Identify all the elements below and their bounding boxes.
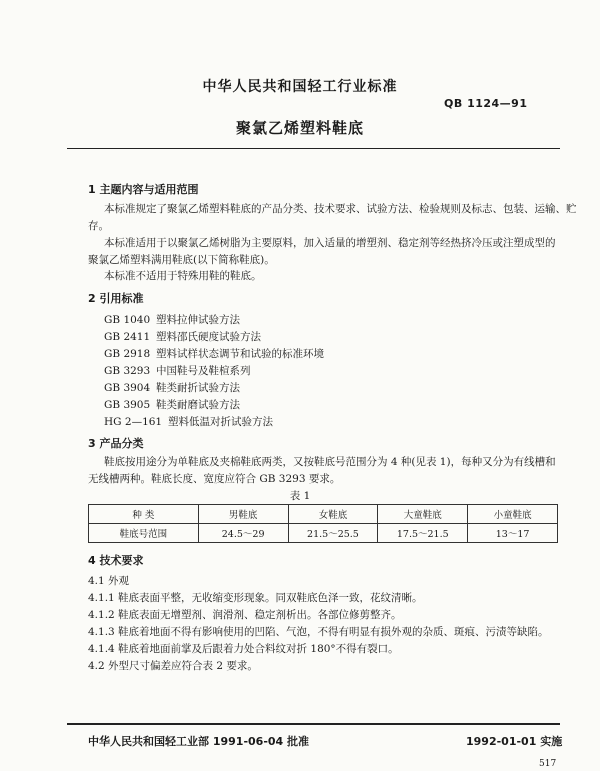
- reference-item: GB 1040 塑料拉伸试验方法: [104, 314, 240, 326]
- table-header-cell: 男鞋底: [198, 505, 288, 524]
- section-4-heading: 4 技术要求: [88, 554, 144, 567]
- clause-4-1: 4.1 外观: [88, 575, 130, 587]
- page-number: 517: [539, 759, 557, 769]
- section-3-para-cont: 无线槽两种。鞋底长度、宽度应符合 GB 3293 要求。: [88, 473, 341, 485]
- section-1-para-1: 本标准规定了聚氯乙烯塑料鞋底的产品分类、技术要求、试验方法、检验规则及标志、包装、运输、贮: [104, 203, 577, 215]
- section-3-para: 鞋底按用途分为单鞋底及夹棉鞋底两类，又按鞋底号范围分为 4 种(见表 1)，每种又分为有线槽和: [104, 456, 556, 468]
- clause-4-2: 4.2 外型尺寸偏差应符合表 2 要求。: [88, 660, 258, 672]
- footer-divider: [67, 723, 560, 725]
- reference-item: GB 2918 塑料试样状态调节和试验的标准环境: [104, 348, 324, 360]
- clause-4-1-1: 4.1.1 鞋底表面平整，无收缩变形现象。同双鞋底色泽一致，花纹清晰。: [88, 592, 423, 604]
- section-1-para-2-cont: 聚氯乙烯塑料满用鞋底(以下简称鞋底)。: [88, 254, 275, 266]
- section-2-heading: 2 引用标准: [88, 292, 144, 305]
- table-1-caption: 表 1: [289, 490, 311, 502]
- document-title: 聚氯乙烯塑料鞋底: [235, 119, 364, 137]
- table-header-cell: 大童鞋底: [378, 505, 468, 524]
- table-row: [89, 524, 558, 543]
- table-header-cell: 女鞋底: [288, 505, 378, 524]
- standard-code: QB 1124—91: [444, 97, 528, 110]
- section-1-para-3: 本标准不适用于特殊用鞋的鞋底。: [104, 270, 262, 282]
- section-3-heading: 3 产品分类: [88, 437, 144, 450]
- table-cell: 13～17: [468, 524, 558, 543]
- approval-date: 中华人民共和国轻工业部 1991-06-04 批准: [88, 735, 310, 748]
- section-1-para-1-cont: 存。: [88, 220, 109, 232]
- table-cell: 21.5～25.5: [288, 524, 378, 543]
- reference-item: GB 3904 鞋类耐折试验方法: [104, 382, 240, 394]
- reference-item: GB 2411 塑料邵氏硬度试验方法: [104, 331, 261, 343]
- reference-item: GB 3293 中国鞋号及鞋楦系列: [104, 365, 251, 377]
- header-divider: [67, 148, 560, 149]
- clause-4-1-3: 4.1.3 鞋底着地面不得有影响使用的凹陷、气泡，不得有明显有损外观的杂质、斑痕、污渍等缺陷。: [88, 626, 549, 638]
- section-1-heading: 1 主题内容与适用范围: [88, 183, 199, 196]
- section-1-para-2: 本标准适用于以聚氯乙烯树脂为主要原料，加入适量的增塑剂、稳定剂等经热挤冷压或注塑成型的: [104, 237, 556, 249]
- table-header-row: [89, 505, 558, 524]
- table-header-cell: 种 类: [89, 505, 199, 524]
- reference-item: GB 3905 鞋类耐磨试验方法: [104, 399, 240, 411]
- org-title: 中华人民共和国轻工行业标准: [202, 79, 398, 95]
- table-cell: 24.5～29: [198, 524, 288, 543]
- clause-4-1-4: 4.1.4 鞋底着地面前掌及后跟着力处合料纹对折 180°不得有裂口。: [88, 643, 399, 655]
- table-cell: 鞋底号范围: [89, 524, 199, 543]
- table-cell: 17.5～21.5: [378, 524, 468, 543]
- table-header-cell: 小童鞋底: [468, 505, 558, 524]
- reference-item: HG 2—161 塑料低温对折试验方法: [104, 416, 273, 428]
- implementation-date: 1992-01-01 实施: [466, 735, 563, 748]
- table-1: [88, 504, 558, 543]
- clause-4-1-2: 4.1.2 鞋底表面无增塑剂、润滑剂、稳定剂析出。各部位修剪整齐。: [88, 609, 402, 621]
